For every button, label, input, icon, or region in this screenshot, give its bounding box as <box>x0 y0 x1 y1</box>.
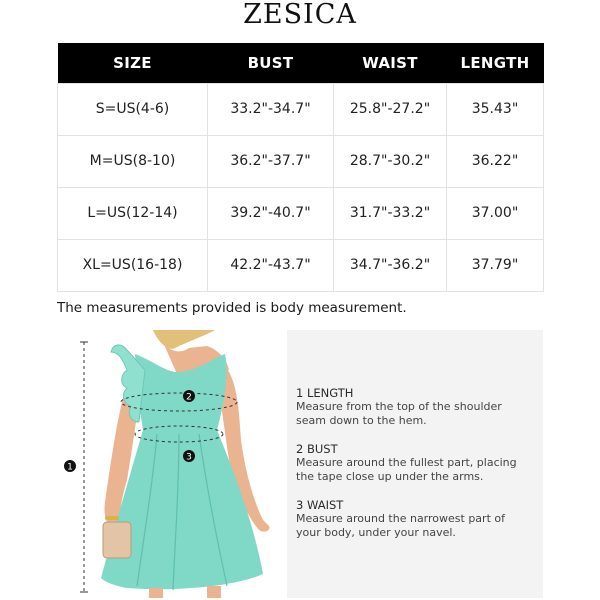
cell-bust: 42.2"-43.7" <box>208 239 334 291</box>
table-row <box>58 239 544 291</box>
table-row <box>58 135 544 187</box>
guide-waist-line: your body, under your navel. <box>296 526 456 539</box>
marker-length-icon <box>64 460 76 473</box>
measurement-guide-panel <box>287 330 543 598</box>
guide-bust-line: the tape close up under the arms. <box>296 470 484 483</box>
brand-logo: ZESICA <box>243 0 357 30</box>
cell-length: 37.00" <box>447 187 544 239</box>
marker-length-label: 1 <box>67 462 73 473</box>
header-length: LENGTH <box>447 43 544 83</box>
cell-bust: 33.2"-34.7" <box>208 83 334 135</box>
cell-size: M=US(8-10) <box>58 135 208 187</box>
cell-waist: 28.7"-30.2" <box>334 135 447 187</box>
cell-waist: 34.7"-36.2" <box>334 239 447 291</box>
header-waist: WAIST <box>334 43 447 83</box>
model-leg <box>207 586 221 598</box>
guide-bust-line: Measure around the fullest part, placing <box>296 456 517 469</box>
table-row <box>58 187 544 239</box>
model-figure <box>57 330 287 598</box>
guide-waist-title: 3 WAIST <box>296 498 344 512</box>
cell-bust: 36.2"-37.7" <box>208 135 334 187</box>
guide-length <box>296 386 533 428</box>
table-header-row <box>58 43 544 83</box>
guide-length-line: seam down to the hem. <box>296 414 427 427</box>
cell-size: S=US(4-6) <box>58 83 208 135</box>
cell-length: 36.22" <box>447 135 544 187</box>
cell-size: L=US(12-14) <box>58 187 208 239</box>
table-row <box>58 83 544 135</box>
guide-length-title: 1 LENGTH <box>296 386 354 400</box>
dress-illustration <box>57 330 287 598</box>
cell-length: 37.79" <box>447 239 544 291</box>
cell-size: XL=US(16-18) <box>58 239 208 291</box>
clutch-bag <box>103 522 131 558</box>
model-leg <box>149 588 163 598</box>
marker-waist-label: 3 <box>186 452 192 463</box>
guide-bust <box>296 442 533 484</box>
guide-length-line: Measure from the top of the shoulder <box>296 400 502 413</box>
guide-bust-title: 2 BUST <box>296 442 338 456</box>
size-chart-table <box>57 43 544 292</box>
header-size: SIZE <box>58 43 208 83</box>
bracelet <box>105 516 119 520</box>
marker-bust-label: 2 <box>186 392 192 403</box>
header-bust: BUST <box>208 43 334 83</box>
guide-waist-line: Measure around the narrowest part of <box>296 512 505 525</box>
guide-waist <box>296 498 533 540</box>
measurement-note: The measurements provided is body measurement. <box>57 300 407 316</box>
cell-waist: 25.8"-27.2" <box>334 83 447 135</box>
cell-length: 35.43" <box>447 83 544 135</box>
model-hair <box>153 330 215 349</box>
cell-bust: 39.2"-40.7" <box>208 187 334 239</box>
cell-waist: 31.7"-33.2" <box>334 187 447 239</box>
